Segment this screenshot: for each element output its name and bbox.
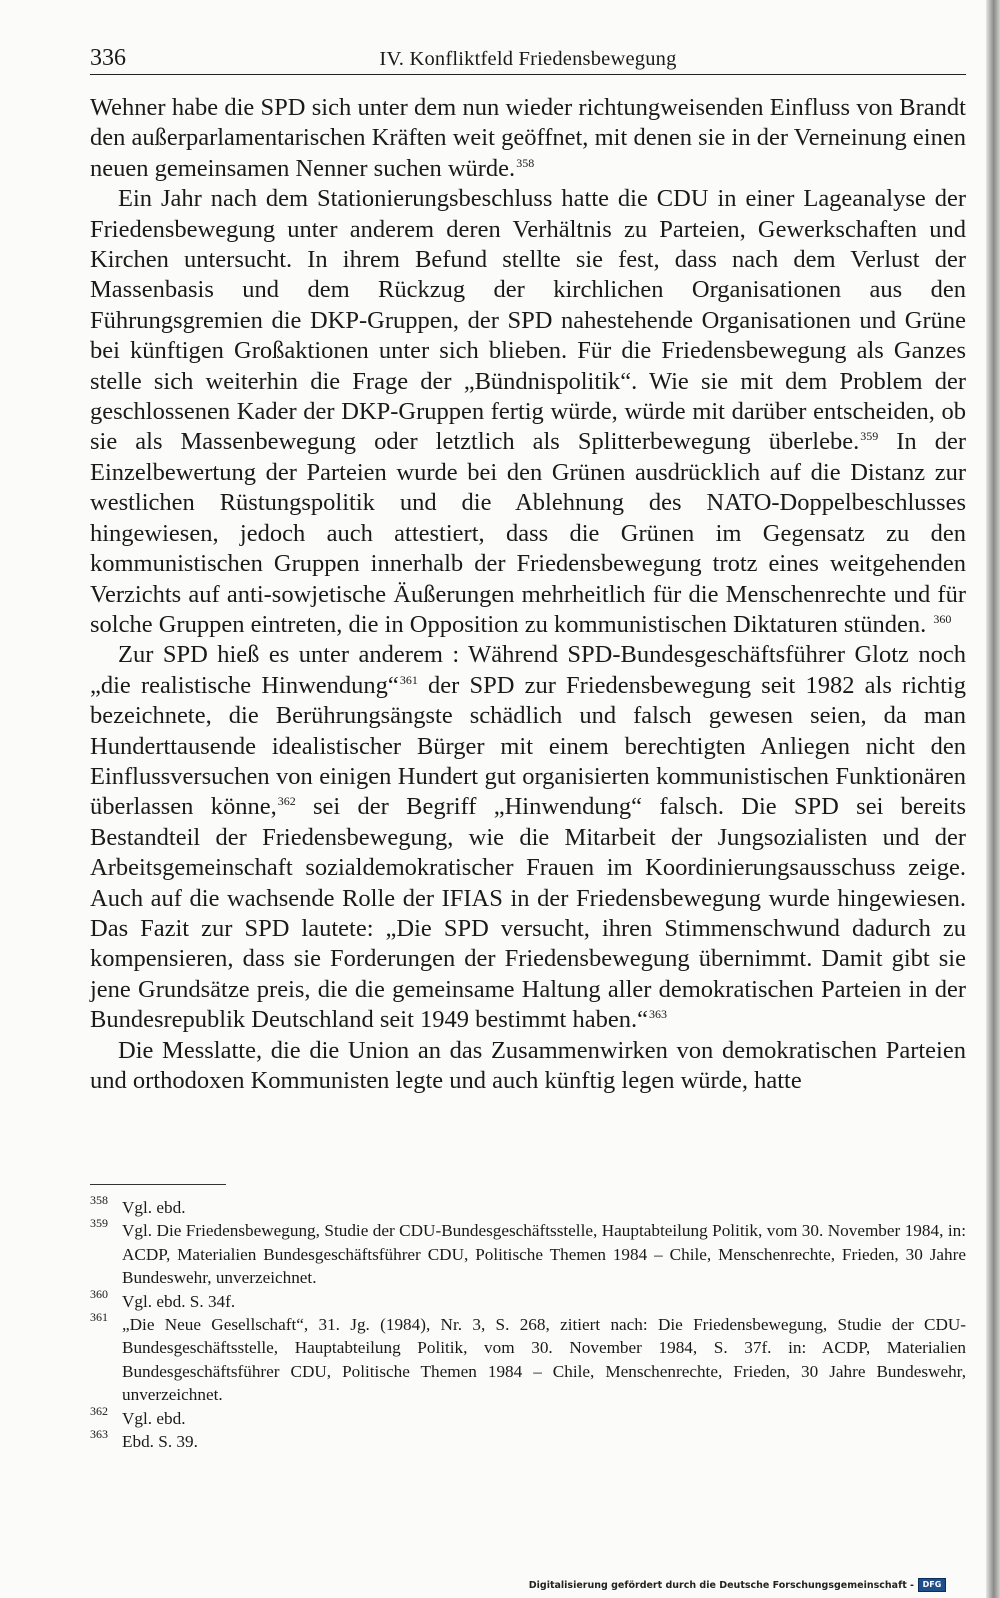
footnote-reference: 358 <box>516 155 535 170</box>
footnote-reference: 359 <box>860 429 879 444</box>
paragraph-text: In der Einzelbewertung der Parteien wurde bei den Grünen ausdrücklich auf die Distanz zur westlichen Rüstungspolitik und die Ablehnung des NATO-Doppelbeschlusses hingewiesen, jedoch auch attestiert, dass die Grünen im Gegensatz zu den kommunistischen Gruppen innerhalb der Friedensbewegung trotz eines weitgehenden Verzichts auf anti-sowjetische Äußerungen mehrheitlich für die Menschenrechte und für solche Gruppen eintreten, die in Opposition zu kommunistischen Diktaturen stünden. <box>90 428 966 638</box>
paragraph-text: sei der Begriff „Hinwendung“ falsch. Die SPD sei bereits Bestandteil der Friedensbewegung, wie die Mitarbeit der Jungsozialisten und der Arbeitsgemeinschaft sozialdemokratischer Frauen im Koordinierungsausschuss zeige. Auch auf die wachsende Rolle der IFIAS in der Friedensbewegung wurde hingewiesen. Das Fazit zur SPD lautete: „Die SPD versucht, ihren Stimmenschwund dadurch zu kompensieren, dass sie Forderungen der Friedensbewegung übernimmt. Damit gibt sie jene Grundsätze preis, die die gemeinsame Haltung aller demokratischen Parteien in der Bundesrepublik Deutschland seit 1949 bestimmt haben.“ <box>90 793 966 1034</box>
footnote-reference: 361 <box>399 672 418 687</box>
page-header <box>90 44 966 75</box>
body-text <box>90 93 966 1096</box>
dfg-logo: DFG <box>918 1578 946 1592</box>
footnote <box>90 1310 966 1407</box>
footnote-text: „Die Neue Gesellschaft“, 31. Jg. (1984), Nr. 3, S. 268, zitiert nach: Die Friedensbewegung, Studie der CDU-Bundesgeschäftsstelle, Hauptabteilung Politik, vom 30. November 1984, S. 37f. in: ACDP, Materialien Bundesgeschäftsführer CDU, Politische Themen 1984 – Chile, Menschenrechte, Frieden, 30 Jahre Bundeswehr, unverzeichnet. <box>122 1315 966 1405</box>
digitization-credit <box>529 1578 946 1592</box>
footnote-number: 361 <box>90 1310 108 1325</box>
footnote <box>90 1403 966 1430</box>
paragraph <box>90 640 966 1035</box>
footnotes <box>90 1193 966 1453</box>
footnote-text: Vgl. ebd. <box>122 1198 186 1217</box>
footnote-separator <box>90 1184 226 1185</box>
footnote-text: Vgl. ebd. <box>122 1408 186 1428</box>
scan-edge <box>986 0 1000 1598</box>
footnote <box>90 1193 966 1219</box>
footnote <box>90 1216 966 1289</box>
running-head: IV. Konfliktfeld Friedensbewegung <box>379 48 677 70</box>
paragraph-text: Die Messlatte, die die Union an das Zusammenwirken von demokratischen Parteien und orthodoxen Kommunisten legte und auch künftig legen würde, hatte <box>90 1036 966 1094</box>
footnote <box>90 1427 966 1453</box>
footnote-reference: 360 <box>933 611 952 626</box>
paragraph-text: Wehner habe die SPD sich unter dem nun wieder richtungweisenden Einfluss von Brandt den außerparlamentarischen Kräften weit geöffnet, mit denen sie in der Verneinung einen neuen gemeinsamen Nenner suchen würde. <box>90 94 966 182</box>
paragraph <box>90 93 966 184</box>
footnote-number: 360 <box>90 1286 108 1301</box>
paragraph <box>90 184 966 640</box>
credit-text: Digitalisierung gefördert durch die Deutsche Forschungsgemeinschaft - <box>528 1579 914 1591</box>
paragraph-text: Ein Jahr nach dem Stationierungsbeschluss hatte die CDU in einer Lageanalyse der Friedensbewegung unter anderem deren Verhältnis zu Parteien, Gewerkschaften und Kirchen untersucht. In ihrem Befund stellte sie fest, dass nach dem Verlust der Massenbasis und dem Rückzug der kirchlichen Organisationen aus den Führungsgremien die DKP-Gruppen, der SPD nahestehende Organisationen und Grüne bei künftigen Großaktionen unter sich blieben. Für die Friedensbewegung als Ganzes stelle sich weiterhin die Frage der „Bündnispolitik“. Wie sie mit dem Problem der geschlossenen Kader der DKP-Gruppen fertig würde, würde mit darüber entscheiden, ob sie als Massenbewegung oder letztlich als Splitterbewegung überlebe. <box>90 185 966 456</box>
footnote-number: 362 <box>90 1403 108 1418</box>
footnote-number: 363 <box>90 1427 108 1442</box>
paragraph-text: Zur SPD hieß es unter anderem : Während SPD-Bundesgeschäftsführer Glotz noch „die realistische Hinwendung“ <box>90 641 966 699</box>
footnote-reference: 362 <box>277 794 296 809</box>
footnote-number: 359 <box>90 1216 108 1231</box>
footnote-number: 358 <box>90 1193 108 1207</box>
footnote <box>90 1286 966 1313</box>
page-number: 336 <box>90 45 126 71</box>
footnote-text: Ebd. S. 39. <box>122 1432 198 1452</box>
paragraph <box>90 1036 966 1097</box>
footnote-text: Vgl. Die Friedensbewegung, Studie der CDU-Bundesgeschäftsstelle, Hauptabteilung Politik, vom 30. November 1984, in: ACDP, Materialien Bundesgeschäftsführer CDU, Politische Themen 1984 – Chile, Menschenrechte, Frieden, 30 Jahre Bundeswehr, unverzeichnet. <box>122 1221 966 1288</box>
footnote-reference: 363 <box>648 1007 667 1022</box>
paragraph-text: der SPD zur Friedensbewegung seit 1982 als richtig bezeichnete, die Berührungsängste schädlich und falsch gewesen seien, da man Hunderttausende idealistischer Bürger mit einem berechtigten Anliegen nicht den Einflussversuchen von einigen Hundert gut organisierten kommunistischen Funktionären überlassen könne, <box>90 671 966 821</box>
footnote-text: Vgl. ebd. S. 34f. <box>122 1291 236 1311</box>
